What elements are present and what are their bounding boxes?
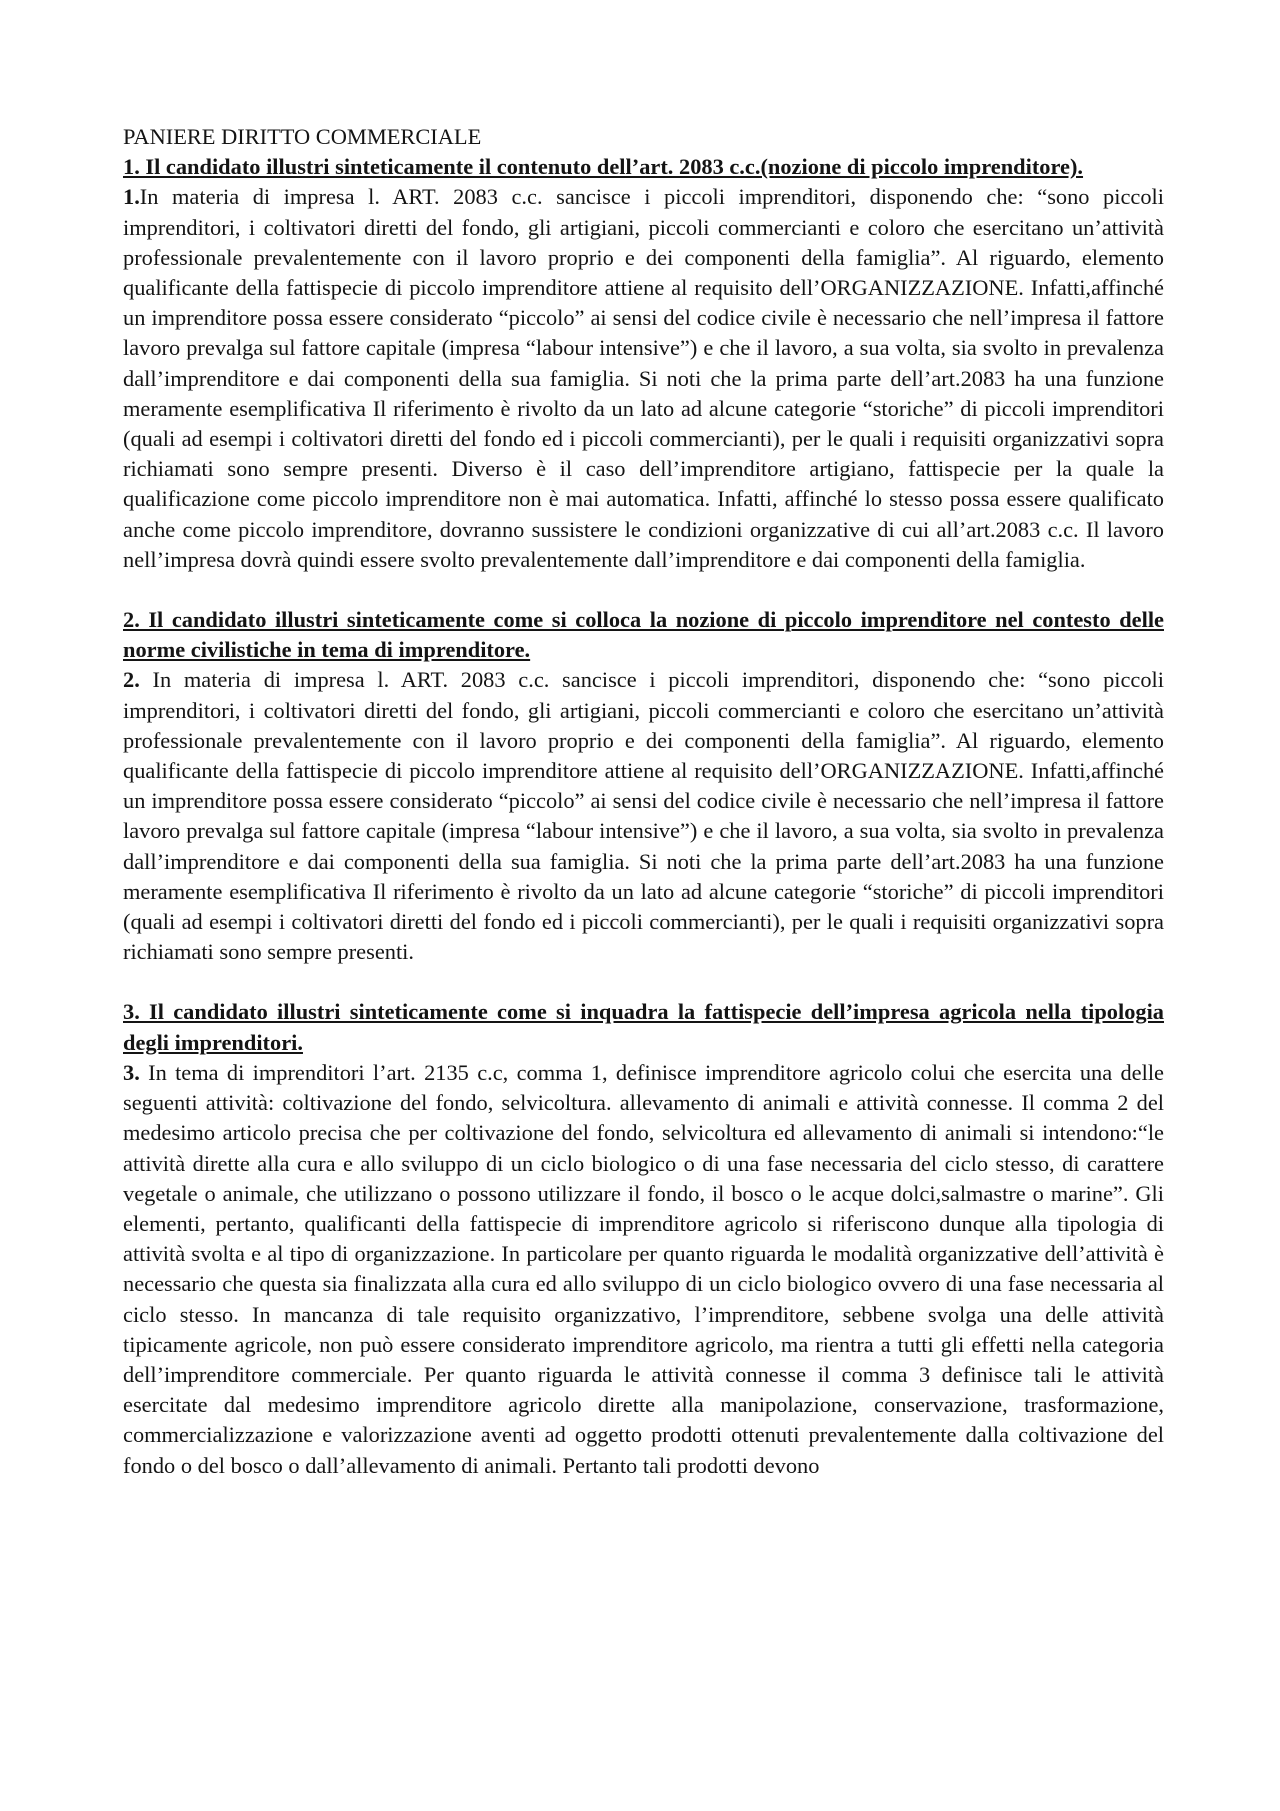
answer-2-text: In materia di impresa l. ART. 2083 c.c. sancisce i piccoli imprenditori, disponendo che: “sono piccoli imprenditori, i coltivatori diretti del fondo, gli artigiani, piccoli commercianti e coloro che esercitano un’attività professionale prevalentemente con il lavoro proprio e dei componenti della famiglia”. Al riguardo, elemento qualificante della fattispecie di piccolo imprenditore attiene al requisito dell’ORGANIZZAZIONE. Infatti,affinché un imprenditore possa essere considerato “piccolo” ai sensi del codice civile è necessario che nell’impresa il fattore lavoro prevalga sul fattore capitale (impresa “labour intensive”) e che il lavoro, a sua volta, sia svolto in prevalenza dall’imprenditore e dai componenti della sua famiglia. Si noti che la prima parte dell’art.2083 ha una funzione meramente esemplificativa Il riferimento è rivolto da un lato ad alcune categorie “storiche” di piccoli imprenditori (quali ad esempi i coltivatori diretti del fondo ed i piccoli commercianti), per le quali i requisiti organizzativi sopra richiamati sono sempre presenti.	[123, 667, 1164, 965]
answer-3	[123, 1058, 1164, 1481]
document-page	[123, 122, 1164, 1481]
section-spacer	[123, 575, 1164, 605]
section-3	[123, 997, 1164, 1480]
question-3: 3. Il candidato illustri sinteticamente come si inquadra la fattispecie dell’impresa agricola nella tipologia degli imprenditori.	[123, 999, 1164, 1055]
section-1	[123, 152, 1164, 575]
answer-2-number: 2.	[123, 667, 140, 693]
answer-1-number: 1.	[123, 184, 140, 210]
answer-3-text: In tema di imprenditori l’art. 2135 c.c, comma 1, definisce imprenditore agricolo colui che esercita una delle seguenti attività: coltivazione del fondo, selvicoltura. allevamento di animali e attività connesse. Il comma 2 del medesimo articolo precisa che per coltivazione del fondo, selvicoltura ed allevamento di animali si intendono:“le attività dirette alla cura e allo sviluppo di un ciclo biologico o di una fase necessaria del ciclo stesso, di carattere vegetale o animale, che utilizzano o possono utilizzare il fondo, il bosco o le acque dolci,salmastre o marine”. Gli elementi, pertanto, qualificanti della fattispecie di imprenditore agricolo si riferiscono dunque alla tipologia di attività svolta e al tipo di organizzazione. In particolare per quanto riguarda le modalità organizzative dell’attività è necessario che questa sia finalizzata alla cura ed allo sviluppo di un ciclo biologico ovvero di una fase necessaria al ciclo stesso. In mancanza di tale requisito organizzativo, l’imprenditore, sebbene svolga una delle attività tipicamente agricole, non può essere considerato imprenditore agricolo, ma rientra a tutti gli effetti nella categoria dell’imprenditore commerciale. Per quanto riguarda le attività connesse il comma 3 definisce tali le attività esercitate dal medesimo imprenditore agricolo dirette alla manipolazione, conservazione, trasformazione, commercializzazione e valorizzazione aventi ad oggetto prodotti ottenuti prevalentemente dalla coltivazione del fondo o del bosco o dall’allevamento di animali. Pertanto tali prodotti devono	[123, 1059, 1164, 1478]
section-spacer	[123, 967, 1164, 997]
answer-3-number: 3.	[123, 1059, 140, 1085]
answer-1-text: In materia di impresa l. ART. 2083 c.c. sancisce i piccoli imprenditori, disponendo che: “sono piccoli imprenditori, i coltivatori diretti del fondo, gli artigiani, piccoli commercianti e coloro che esercitano un’attività professionale prevalentemente con il lavoro proprio e dei componenti della famiglia”. Al riguardo, elemento qualificante della fattispecie di piccolo imprenditore attiene al requisito dell’ORGANIZZAZIONE. Infatti,affinché un imprenditore possa essere considerato “piccolo” ai sensi del codice civile è necessario che nell’impresa il fattore lavoro prevalga sul fattore capitale (impresa “labour intensive”) e che il lavoro, a sua volta, sia svolto in prevalenza dall’imprenditore e dai componenti della sua famiglia. Si noti che la prima parte dell’art.2083 ha una funzione meramente esemplificativa Il riferimento è rivolto da un lato ad alcune categorie “storiche” di piccoli imprenditori (quali ad esempi i coltivatori diretti del fondo ed i piccoli commercianti), per le quali i requisiti organizzativi sopra richiamati sono sempre presenti. Diverso è il caso dell’imprenditore artigiano, fattispecie per la quale la qualificazione come piccolo imprenditore non è mai automatica. Infatti, affinché lo stesso possa essere qualificato anche come piccolo imprenditore, dovranno sussistere le condizioni organizzative di cui all’art.2083 c.c. Il lavoro nell’impresa dovrà quindi essere svolto prevalentemente dall’imprenditore e dai componenti della famiglia.	[123, 184, 1164, 572]
question-2: 2. Il candidato illustri sinteticamente come si colloca la nozione di piccolo imprenditore nel contesto delle norme civilistiche in tema di imprenditore.	[123, 607, 1164, 663]
section-2	[123, 605, 1164, 967]
document-title: PANIERE DIRITTO COMMERCIALE	[123, 124, 482, 149]
answer-2	[123, 665, 1164, 967]
answer-1	[123, 182, 1164, 575]
question-1: 1. Il candidato illustri sinteticamente il contenuto dell’art. 2083 c.c.(nozione di piccolo imprenditore).	[123, 154, 1084, 180]
